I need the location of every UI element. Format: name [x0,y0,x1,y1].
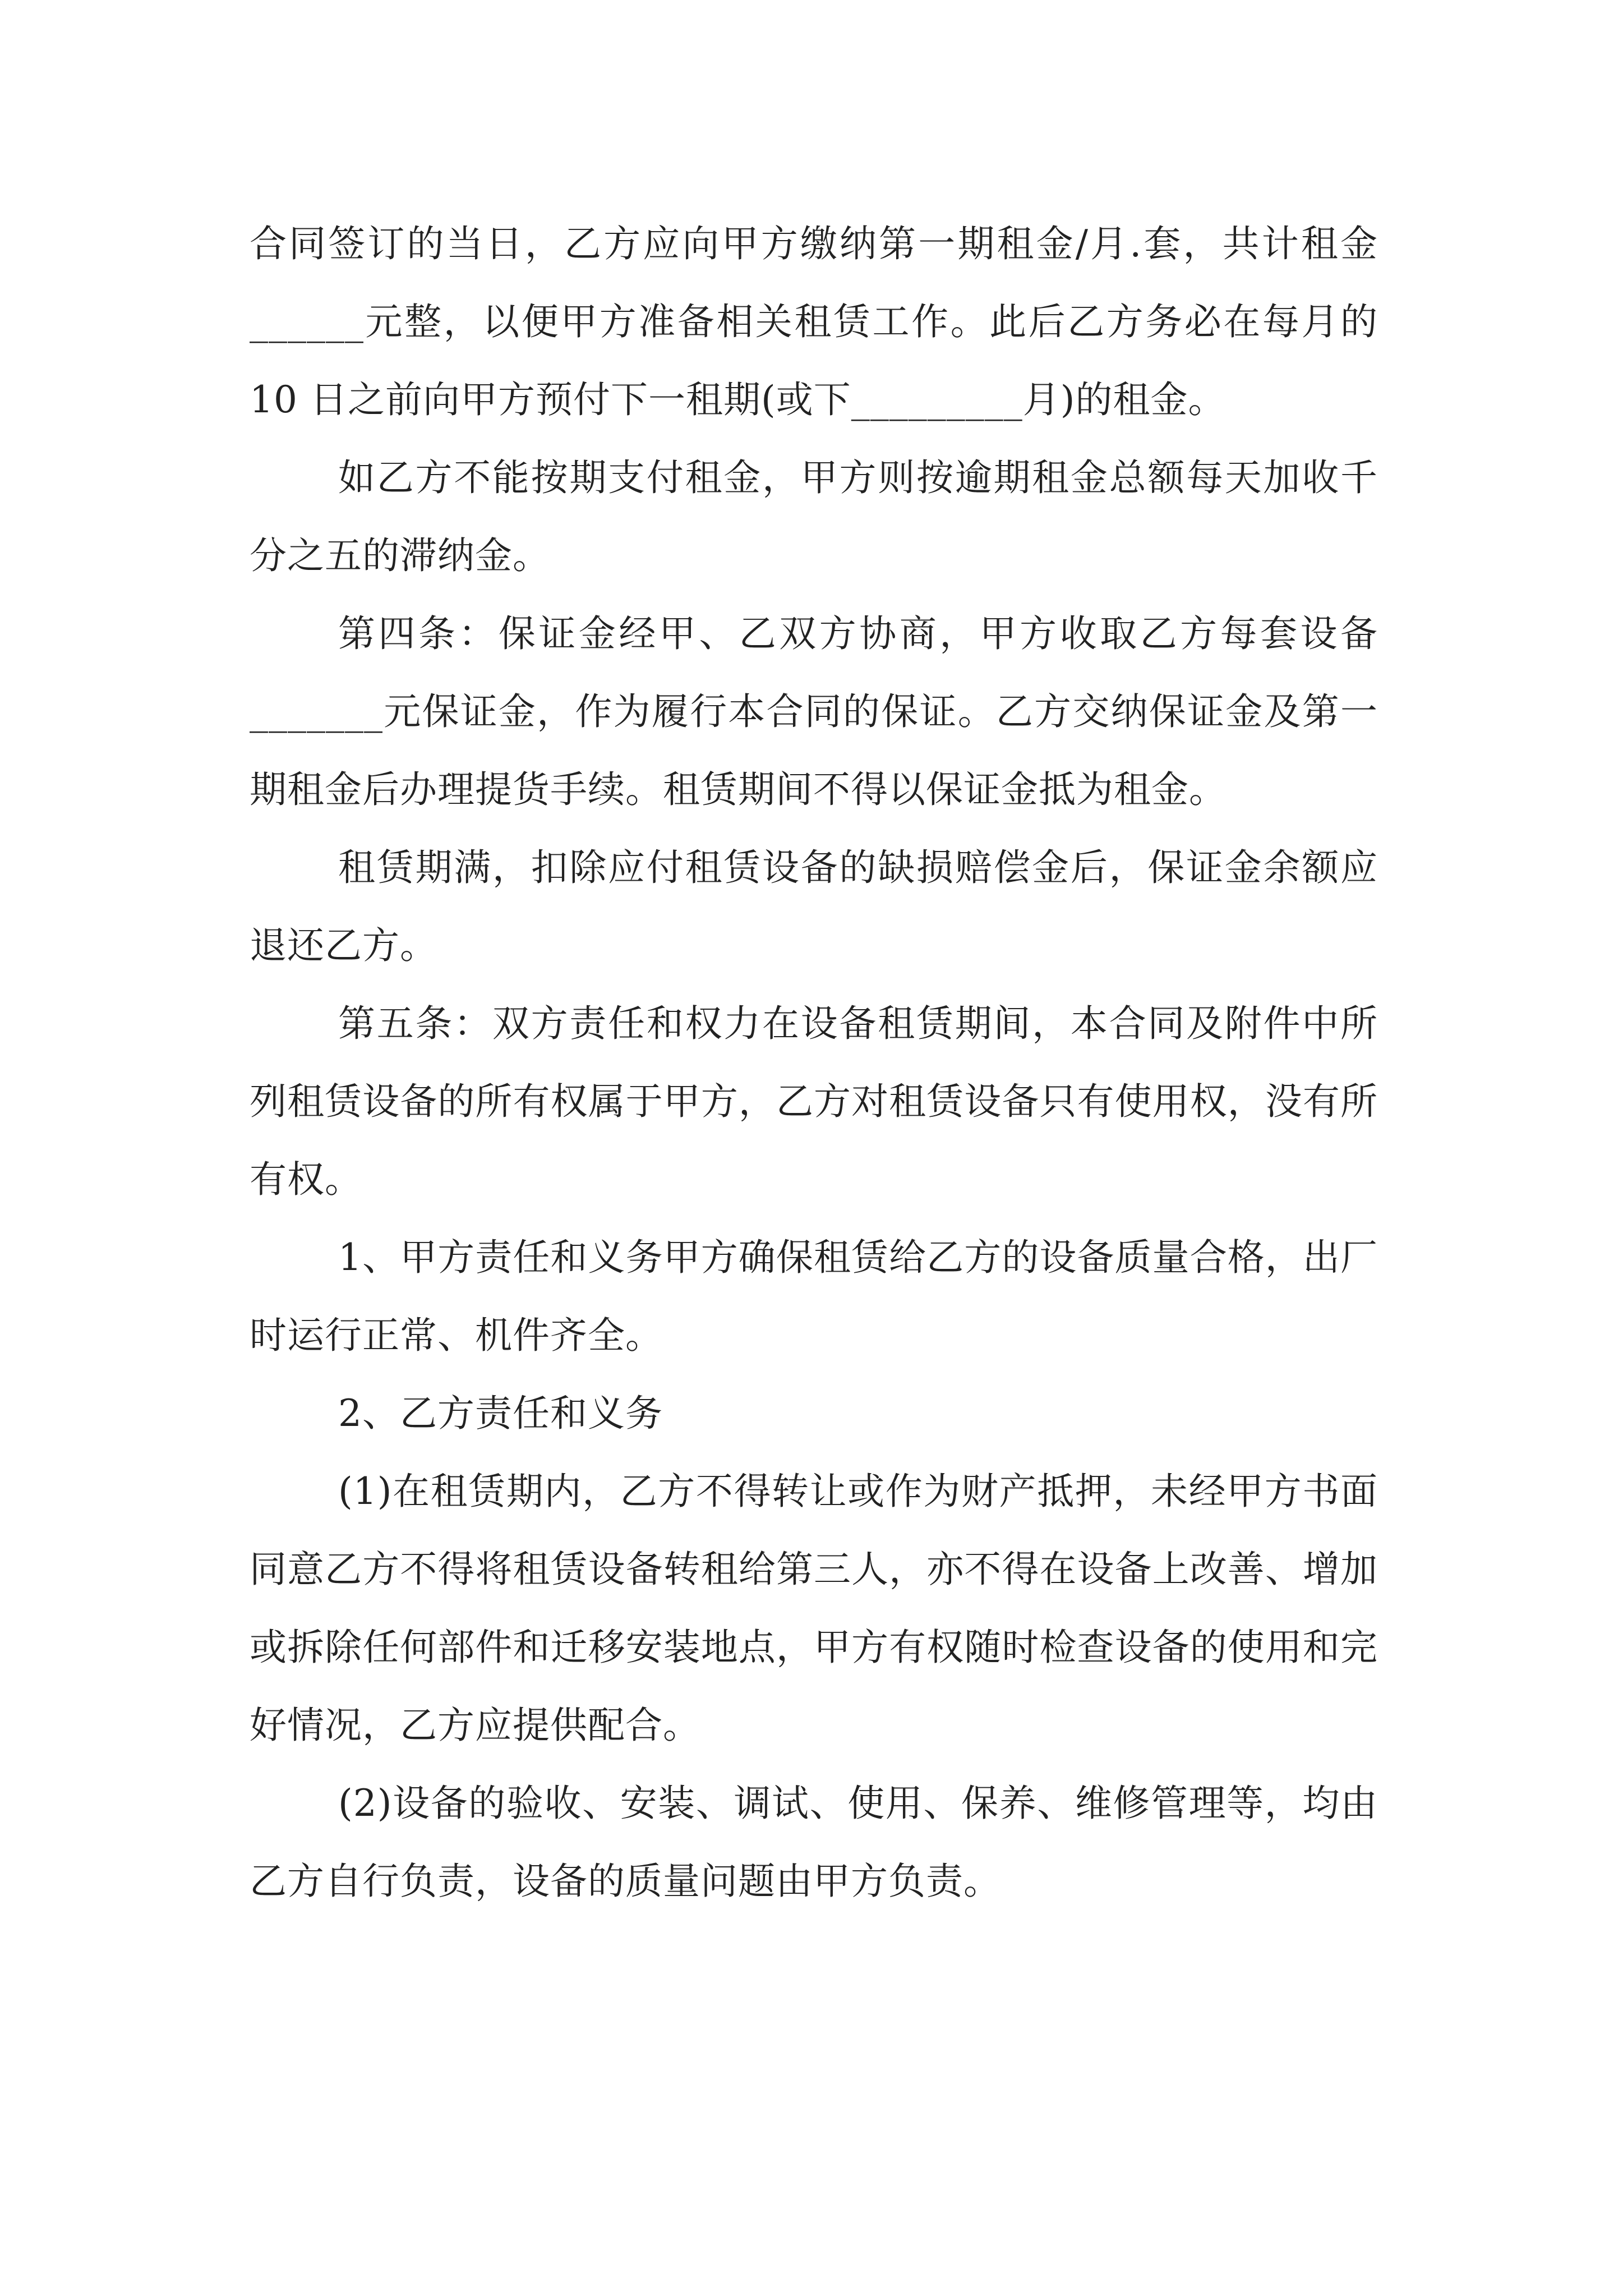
document-body [250,205,1378,1920]
paragraph-clause-2: (2)设备的验收、安装、调试、使用、保养、维修管理等，均由乙方自行负责，设备的质量问题由甲方负责。 [250,1782,1378,1903]
paragraph-article-5-rights: 第五条：双方责任和权力在设备租赁期间，本合同及附件中所列租赁设备的所有权属于甲方，乙方对租赁设备只有使用权，没有所有权。 [250,1002,1378,1201]
paragraph-article-4-deposit: 第四条：保证金经甲、乙双方协商，甲方收取乙方每套设备_______元保证金，作为履行本合同的保证。乙方交纳保证金及第一期租金后办理提货手续。租赁期间不得以保证金抵为租金。 [250,612,1378,811]
paragraph-deposit-refund: 租赁期满，扣除应付租赁设备的缺损赔偿金后，保证金余额应退还乙方。 [250,846,1378,967]
paragraph-party-a-duties: 1、甲方责任和义务甲方确保租赁给乙方的设备质量合格，出厂时运行正常、机件齐全。 [250,1236,1378,1357]
paragraph-clause-1: (1)在租赁期内，乙方不得转让或作为财产抵押，未经甲方书面同意乙方不得将租赁设备转租给第三人，亦不得在设备上改善、增加或拆除任何部件和迁移安装地点，甲方有权随时检查设备的使用和完好情况，乙方应提供配合。 [250,1470,1378,1747]
paragraph-rent-payment: 合同签订的当日，乙方应向甲方缴纳第一期租金/月.套，共计租金______元整，以便甲方准备相关租赁工作。此后乙方务必在每月的 10 日之前向甲方预付下一租期(或下_________月)的租金。 [250,222,1378,421]
paragraph-late-fee: 如乙方不能按期支付租金，甲方则按逾期租金总额每天加收千分之五的滞纳金。 [250,456,1378,577]
paragraph-party-b-duties-heading: 2、乙方责任和义务 [338,1392,663,1435]
